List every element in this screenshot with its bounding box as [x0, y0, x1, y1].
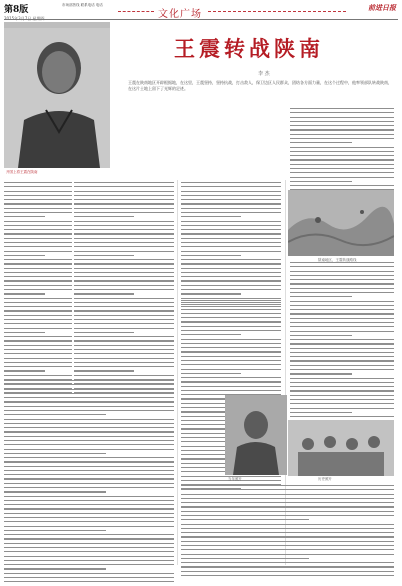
text-line — [290, 335, 352, 336]
text-line — [290, 159, 394, 160]
text-line — [181, 276, 281, 277]
text-line — [181, 381, 281, 382]
text-line — [4, 242, 72, 243]
group-photo-caption: 历史照片 — [318, 477, 332, 481]
column-separator — [177, 180, 178, 565]
text-line — [290, 331, 394, 332]
body-text-column-1 — [4, 182, 72, 396]
column-name: 文化广场 — [158, 9, 202, 20]
text-line — [4, 251, 72, 252]
body-text-column-3 — [290, 108, 394, 194]
text-line — [290, 177, 394, 178]
text-line — [181, 289, 281, 290]
text-line — [290, 386, 394, 387]
text-line — [4, 500, 174, 501]
text-line — [181, 199, 281, 200]
text-line — [4, 289, 72, 290]
text-line — [181, 251, 281, 252]
text-line — [181, 571, 394, 572]
text-line — [290, 352, 394, 353]
text-line — [4, 353, 72, 354]
text-line — [4, 389, 174, 390]
paper-name: 前进日报 — [368, 3, 396, 12]
text-line — [4, 384, 174, 385]
text-line — [4, 319, 72, 320]
text-line — [4, 263, 72, 264]
text-line — [290, 390, 394, 391]
text-line — [290, 275, 394, 276]
text-line — [74, 353, 174, 354]
text-line — [181, 511, 394, 512]
text-line — [74, 276, 174, 277]
text-line — [290, 305, 394, 306]
text-line — [290, 134, 394, 135]
text-line — [4, 285, 72, 286]
text-line — [4, 306, 72, 307]
text-line — [181, 369, 281, 370]
text-line — [4, 419, 174, 420]
text-line — [74, 195, 174, 196]
text-line — [290, 266, 394, 267]
body-text-column-4 — [290, 262, 394, 433]
text-line — [74, 345, 174, 346]
text-line — [74, 268, 174, 269]
text-line — [4, 268, 72, 269]
text-line — [290, 408, 394, 409]
text-line — [290, 296, 352, 297]
text-line — [290, 313, 394, 314]
text-line — [4, 246, 72, 247]
text-line — [181, 343, 281, 344]
text-line — [181, 528, 394, 529]
text-line — [181, 549, 394, 550]
body-text-column-1b — [74, 182, 174, 396]
text-line — [181, 191, 281, 192]
text-line — [181, 554, 394, 555]
text-line — [290, 142, 352, 143]
text-line — [74, 310, 174, 311]
text-line — [4, 393, 174, 394]
text-line — [181, 238, 281, 239]
text-line — [4, 199, 72, 200]
map-caption: 陕南地区，王震转战路线 — [318, 258, 357, 262]
text-line — [4, 280, 72, 281]
article-author: 李 杰 — [258, 71, 270, 77]
text-line — [290, 292, 394, 293]
text-line — [4, 332, 45, 333]
text-line — [290, 185, 394, 186]
text-line — [74, 238, 174, 239]
text-line — [4, 191, 72, 192]
text-line — [74, 246, 174, 247]
text-line — [181, 558, 309, 559]
text-line — [181, 489, 394, 490]
text-line — [4, 436, 174, 437]
text-line — [4, 212, 72, 213]
text-line — [290, 301, 394, 302]
text-line — [290, 129, 394, 130]
text-line — [181, 524, 394, 525]
text-line — [4, 216, 45, 217]
text-line — [4, 195, 72, 196]
text-line — [181, 280, 281, 281]
text-line — [4, 573, 174, 574]
text-line — [181, 494, 394, 495]
text-line — [181, 515, 394, 516]
text-line — [181, 498, 394, 499]
text-line — [4, 530, 106, 531]
text-line — [181, 309, 281, 310]
text-line — [290, 309, 394, 310]
text-line — [290, 288, 394, 289]
text-line — [290, 322, 394, 323]
text-line — [290, 365, 394, 366]
text-line — [181, 575, 394, 576]
text-line — [74, 255, 134, 256]
text-line — [74, 370, 134, 371]
text-line — [290, 172, 394, 173]
text-line — [181, 566, 394, 567]
text-line — [74, 221, 174, 222]
text-line — [4, 401, 174, 402]
text-line — [181, 339, 281, 340]
text-line — [4, 444, 174, 445]
text-line — [181, 562, 394, 563]
text-line — [74, 315, 174, 316]
text-line — [74, 182, 174, 183]
text-line — [74, 285, 174, 286]
text-line — [4, 358, 72, 359]
text-line — [181, 233, 281, 234]
text-line — [290, 181, 352, 182]
article-abstract: 王震在陕南地区开辟根据地，在这里，王震坚持，坚持抗战，打击敌人，保卫边区人民群众，团结各方面力量，在这个过程中，他率领部队转战陕南，在这片土地上留下了光辉的足迹。 — [128, 80, 392, 91]
text-line — [4, 298, 72, 299]
text-line — [181, 386, 281, 387]
text-line — [290, 360, 394, 361]
historical-photo-caption: 当年照片 — [228, 477, 242, 481]
text-line — [181, 506, 394, 507]
text-line — [4, 276, 72, 277]
text-line — [4, 461, 174, 462]
text-line — [74, 259, 174, 260]
map-image — [288, 190, 394, 256]
text-line — [4, 225, 72, 226]
text-line — [4, 406, 174, 407]
text-line — [181, 195, 281, 196]
text-line — [181, 246, 281, 247]
text-line — [181, 208, 281, 209]
text-line — [4, 208, 72, 209]
text-line — [4, 534, 174, 535]
text-line — [181, 317, 281, 318]
text-line — [4, 362, 72, 363]
text-line — [290, 399, 394, 400]
text-line — [290, 108, 394, 109]
text-line — [181, 536, 394, 537]
text-line — [290, 403, 394, 404]
text-line — [290, 147, 394, 148]
text-line — [4, 543, 174, 544]
text-line — [74, 186, 174, 187]
text-line — [4, 375, 72, 376]
text-line — [181, 390, 281, 391]
text-line — [4, 397, 174, 398]
text-line — [4, 380, 174, 381]
text-line — [181, 545, 394, 546]
text-line — [4, 238, 72, 239]
text-line — [74, 323, 174, 324]
text-line — [4, 474, 174, 475]
text-line — [181, 259, 281, 260]
text-line — [290, 382, 394, 383]
text-line — [4, 427, 174, 428]
text-line — [4, 345, 72, 346]
text-line — [181, 326, 281, 327]
text-line — [4, 517, 174, 518]
text-line — [4, 328, 72, 329]
header-meta: 市场部热线 联系电话 电话 — [62, 3, 103, 7]
text-line — [181, 229, 281, 230]
text-line — [4, 182, 72, 183]
text-line — [74, 280, 174, 281]
text-line — [74, 229, 174, 230]
text-line — [4, 508, 174, 509]
text-line — [181, 212, 281, 213]
text-line — [4, 221, 72, 222]
text-line — [74, 208, 174, 209]
text-line — [181, 541, 394, 542]
text-line — [181, 313, 281, 314]
text-line — [4, 366, 72, 367]
text-line — [4, 349, 72, 350]
text-line — [4, 255, 45, 256]
text-line — [74, 362, 174, 363]
text-line — [4, 496, 174, 497]
text-line — [74, 251, 174, 252]
text-line — [74, 199, 174, 200]
text-line — [290, 416, 394, 417]
text-line — [4, 272, 72, 273]
photo-caption: 开国上将王震在陕南 — [6, 170, 38, 174]
text-line — [181, 268, 281, 269]
page-number: 第8版 — [4, 5, 29, 15]
group-photo — [288, 420, 394, 476]
text-line — [290, 155, 394, 156]
text-line — [181, 364, 281, 365]
text-line — [290, 121, 394, 122]
text-line — [4, 414, 106, 415]
text-line — [74, 349, 174, 350]
text-line — [74, 319, 174, 320]
text-line — [4, 457, 174, 458]
text-line — [290, 151, 394, 152]
text-line — [181, 321, 281, 322]
text-line — [181, 216, 241, 217]
text-line — [290, 326, 394, 327]
text-line — [74, 263, 174, 264]
text-line — [4, 491, 106, 492]
text-line — [181, 532, 394, 533]
text-line — [181, 334, 241, 335]
text-line — [290, 343, 394, 344]
text-line — [290, 356, 394, 357]
text-line — [4, 302, 72, 303]
text-line — [181, 300, 281, 301]
text-line — [181, 225, 281, 226]
text-line — [181, 360, 281, 361]
text-line — [290, 117, 394, 118]
text-line — [4, 564, 174, 565]
text-line — [4, 538, 174, 539]
text-line — [290, 283, 394, 284]
text-line — [4, 577, 174, 578]
text-line — [4, 229, 72, 230]
text-line — [4, 560, 174, 561]
text-line — [74, 340, 174, 341]
text-line — [4, 340, 72, 341]
article-title: 王震转战陕南 — [174, 36, 324, 61]
portrait-photo — [4, 22, 110, 168]
text-line — [4, 470, 174, 471]
text-line — [181, 485, 394, 486]
text-line — [181, 356, 281, 357]
text-line — [181, 373, 241, 374]
text-line — [181, 285, 281, 286]
text-line — [74, 336, 174, 337]
text-line — [181, 242, 281, 243]
text-line — [4, 440, 174, 441]
text-line — [74, 225, 174, 226]
text-line — [4, 293, 45, 294]
text-line — [4, 233, 72, 234]
text-line — [4, 466, 174, 467]
text-line — [4, 526, 174, 527]
body-text-column-6 — [4, 380, 174, 586]
text-line — [290, 164, 394, 165]
text-line — [181, 263, 281, 264]
text-line — [290, 339, 394, 340]
text-line — [4, 551, 174, 552]
text-line — [290, 369, 394, 370]
text-line — [74, 293, 134, 294]
text-line — [74, 272, 174, 273]
text-line — [4, 504, 174, 505]
text-line — [74, 212, 174, 213]
text-line — [74, 216, 134, 217]
text-line — [290, 348, 394, 349]
text-line — [4, 478, 174, 479]
text-line — [181, 351, 281, 352]
historical-photo — [225, 395, 287, 475]
text-line — [4, 323, 72, 324]
text-line — [74, 298, 174, 299]
text-line — [4, 581, 174, 582]
body-text-column-7 — [181, 485, 394, 579]
text-line — [4, 453, 106, 454]
text-line — [4, 336, 72, 337]
text-line — [4, 449, 174, 450]
text-line — [4, 410, 174, 411]
text-line — [181, 272, 281, 273]
text-line — [181, 298, 281, 299]
text-line — [4, 259, 72, 260]
text-line — [4, 513, 174, 514]
text-line — [4, 487, 174, 488]
text-line — [74, 191, 174, 192]
text-line — [4, 370, 45, 371]
text-line — [4, 431, 174, 432]
text-line — [4, 203, 72, 204]
text-line — [290, 271, 394, 272]
text-line — [290, 412, 352, 413]
text-line — [74, 332, 134, 333]
text-line — [4, 315, 72, 316]
text-line — [74, 233, 174, 234]
text-line — [4, 556, 174, 557]
text-line — [181, 221, 281, 222]
text-line — [4, 568, 106, 569]
text-line — [74, 366, 174, 367]
text-line — [290, 125, 394, 126]
text-line — [290, 279, 394, 280]
text-line — [4, 521, 174, 522]
header-rule — [4, 19, 398, 20]
text-line — [181, 519, 309, 520]
text-line — [4, 423, 174, 424]
text-line — [181, 304, 281, 305]
text-line — [74, 242, 174, 243]
text-line — [290, 138, 394, 139]
text-line — [181, 255, 241, 256]
text-line — [4, 483, 174, 484]
text-line — [181, 330, 281, 331]
text-line — [4, 310, 72, 311]
text-line — [181, 203, 281, 204]
text-line — [290, 168, 394, 169]
text-line — [4, 547, 174, 548]
body-text-column-2 — [181, 182, 281, 310]
text-line — [290, 395, 394, 396]
text-line — [181, 293, 241, 294]
header-dash-right — [208, 11, 346, 12]
text-line — [290, 112, 394, 113]
text-line — [74, 375, 174, 376]
text-line — [74, 203, 174, 204]
header-dash-left — [118, 11, 154, 12]
text-line — [181, 186, 281, 187]
publication-date: 2015年3月7日 星期四 — [4, 16, 45, 21]
text-line — [181, 182, 281, 183]
text-line — [181, 377, 281, 378]
text-line — [74, 328, 174, 329]
text-line — [290, 318, 394, 319]
text-line — [181, 347, 281, 348]
text-line — [74, 358, 174, 359]
text-line — [74, 289, 174, 290]
text-line — [74, 302, 174, 303]
text-line — [290, 378, 394, 379]
text-line — [4, 186, 72, 187]
text-line — [290, 373, 352, 374]
text-line — [74, 306, 174, 307]
text-line — [181, 502, 394, 503]
